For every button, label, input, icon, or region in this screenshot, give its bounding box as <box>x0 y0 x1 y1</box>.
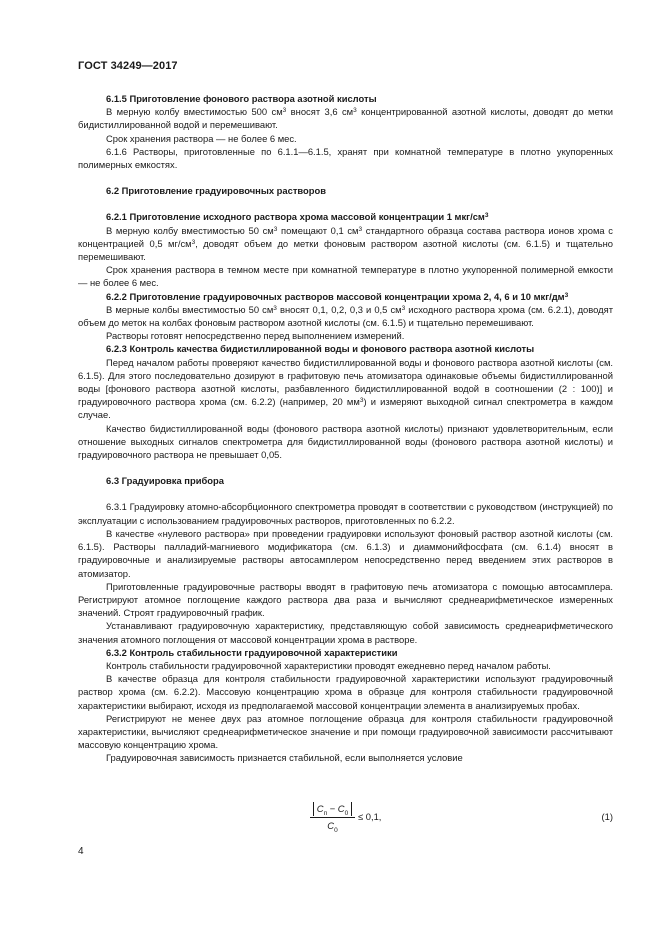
section-heading: 6.2.3 Контроль качества бидистиллированной воды и фонового раствора азотной кислоты <box>106 343 535 355</box>
paragraph: В мерную колбу вместимостью 50 $см^3$ помещают 0,1 $см^3$ стандартного образца состава раствора ионов хрома с концентрацией 0,5 $мг/см^3$, доводят объем до метки фоновым раствором азотной кислоты (см. 6.1.5) и тщательно перемешивают. <box>78 224 613 263</box>
paragraph: Растворы готовят непосредственно перед выполнением измерений. <box>106 330 405 342</box>
paragraph: Регистрируют не менее двух раз атомное поглощение образца для контроля стабильности градуировочной характеристики, вычисляют среднеарифметическое значение и при помощи градуировочной зависимости рассчитывают массовую концентрацию хрома. <box>78 712 613 751</box>
formula-minus: − <box>327 803 338 814</box>
paragraph: 6.1.6 Растворы, приготовленные по 6.1.1—6.1.5, хранят при комнатной температуре в плотно укупоренных полимерных емкостях. <box>78 145 613 171</box>
paragraph: Контроль стабильности градуировочной характеристики проводят ежедневно перед началом работы. <box>106 659 551 671</box>
paragraph: Градуировочная зависимость признается стабильной, если выполняется условие <box>106 752 463 764</box>
formula-condition: ≤ 0,1, <box>358 811 382 822</box>
formula-denominator <box>310 820 355 832</box>
formula-sub-0: 0 <box>344 809 349 817</box>
paragraph: В мерную колбу вместимостью 500 $см^3$ вносят 3,6 $см^3$ концентрированной азотной кислоты, доводят до метки бидистиллированной водой и перемешивают. <box>78 106 613 131</box>
paragraph: Качество бидистиллированной воды (фонового раствора азотной кислоты) признают удовлетворительным, если отношение выходных сигналов спектрометра для бидистиллированной воды (фонового раствора азотной кислоты) и градуировочного раствора не превышает 0,05. <box>78 422 613 461</box>
paragraph: Срок хранения раствора — не более 6 мес. <box>106 132 297 144</box>
formula-var-c0-den: C <box>327 820 335 831</box>
paragraph: Срок хранения раствора в темном месте при комнатной температуре в плотно укупоренной полимерной емкости — не более 6 мес. <box>78 264 613 289</box>
formula-number: (1) <box>601 811 613 822</box>
section-heading: 6.2 Приготовление градуировочных растворов <box>106 185 326 197</box>
paragraph: В мерные колбы вместимостью 50 $см^3$ вносят 0,1, 0,2, 0,3 и 0,5 $см^3$ исходного раствора хрома (см. 6.2.1), доводят объем до меток на колбах фоновым раствором азотной кислоты (см. 6.1.5) и тщательно перемешивают. <box>78 303 613 329</box>
paragraph: Устанавливают градуировочную характеристику, представляющую собой зависимость среднеарифметического значения атомного поглощения от массовой концентрации хрома в растворе. <box>78 620 613 645</box>
section-heading: 6.2.1 Приготовление исходного раствора хрома массовой концентрации 1 мкг/$см^3$ <box>106 211 489 223</box>
section-heading: 6.3 Градуировка прибора <box>106 475 224 487</box>
formula-var-cn: C <box>316 803 324 814</box>
section-heading: 6.2.2 Приготовление градуировочных растворов массовой концентрации хрома 2, 4, 6 и 10 мкг/$дм^3$ <box>106 290 569 302</box>
formula-1 <box>78 802 613 836</box>
paragraph: Перед началом работы проверяют качество бидистиллированной воды и фонового раствора азотной кислоты (см. 6.1.5). Для этого последовательно дозируют в графитовую печь атомизатора одинаковые объемы бидистиллированной воды [фонового раствора азотной кислоты, разбавленного бидистиллированной водой в соотношении (2 : 100)] и градуировочного раствора хрома (см. 6.2.2) (например, 20 $мм^3$) и измеряют выходной сигнал спектрометра в каждом случае. <box>78 356 613 421</box>
section-heading: 6.3.2 Контроль стабильности градуировочной характеристики <box>106 646 398 658</box>
formula-sub-n: п <box>323 809 328 817</box>
section-heading: 6.1.5 Приготовление фонового раствора азотной кислоты <box>106 93 377 104</box>
paragraph: В качестве образца для контроля стабильности градуировочной характеристики используют градуировочный раствор хрома (см. 6.2.2). Массовую концентрацию хрома в образце для контроля стабильности градуировочной характеристики выбирают, исходя из предполагаемой массовой концентрации элемента в анализируемых пробах. <box>78 673 613 711</box>
document-body <box>78 92 613 765</box>
document-header: ГОСТ 34249—2017 <box>78 60 178 72</box>
formula-numerator <box>313 802 352 816</box>
formula-fraction-line <box>310 817 355 818</box>
page-number: 4 <box>78 846 84 857</box>
paragraph: 6.3.1 Градуировку атомно-абсорбционного спектрометра проводят в соответствии с руководством (инструкцией) по эксплуатации с использованием градуировочных растворов, приготовленных по 6.2.2. <box>78 501 613 526</box>
formula-fraction <box>310 802 355 832</box>
formula-var-c0: C <box>337 803 345 814</box>
paragraph: В качестве «нулевого раствора» при проведении градуировки используют фоновый раствор азотной кислоты (см. 6.1.5). Растворы палладий-магниевого модификатора (см. 6.1.3) и диаммонийфосфата (см. 6.1.4) вносят в градуировочные и анализируемые растворы автосамплером непосредственно перед введением этих растворов в атомизатор. <box>78 527 613 579</box>
formula-sub-0-den: 0 <box>334 826 338 834</box>
paragraph: Приготовленные градуировочные растворы вводят в графитовую печь атомизатора с помощью автосамплера. Регистрируют атомное поглощение каждого раствора два раза и вычисляют среднеарифметическое измеренных значений. Строят градуировочный график. <box>78 580 613 619</box>
